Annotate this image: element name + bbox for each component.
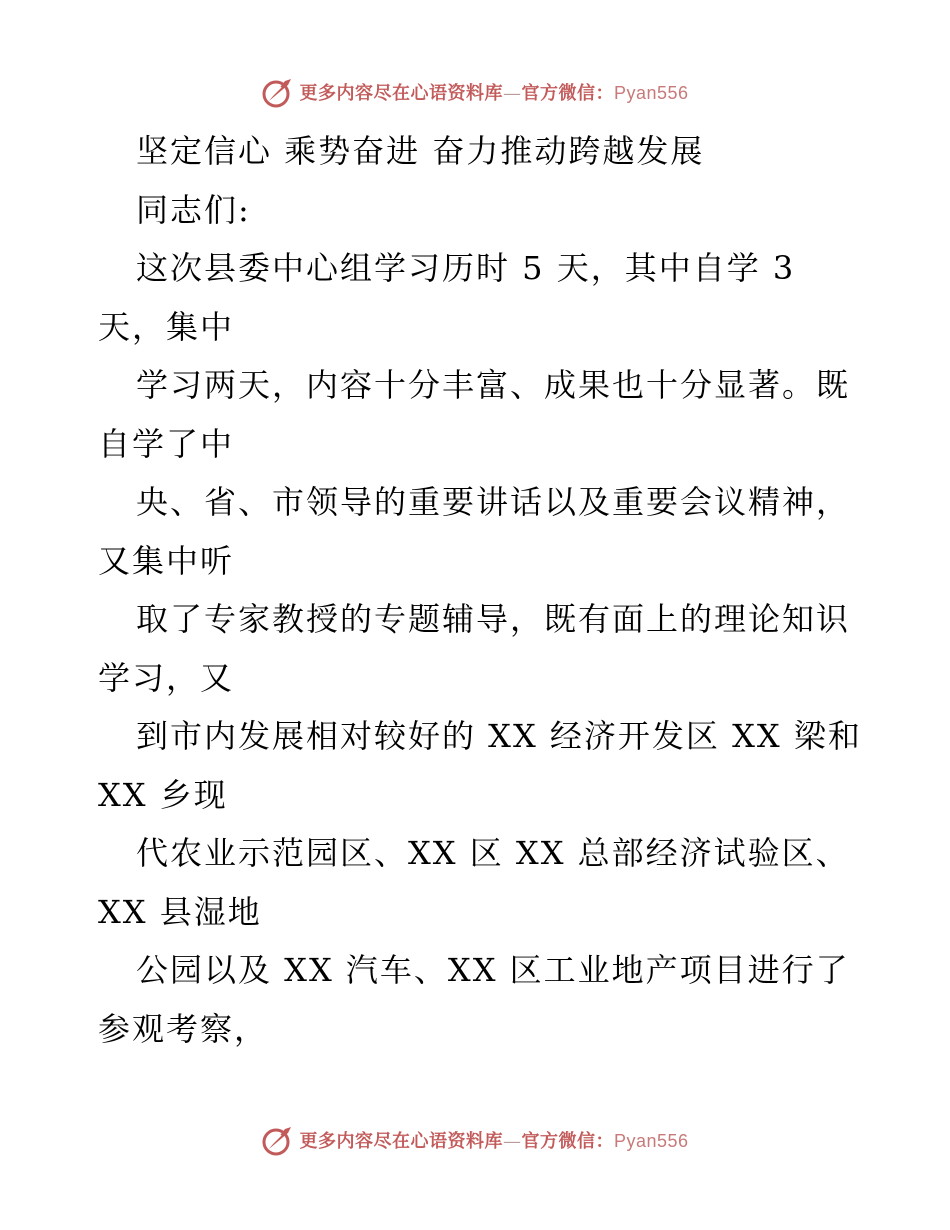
document-body (98, 122, 862, 1058)
quill-pen-logo-icon (261, 1123, 295, 1157)
header-watermark (0, 72, 950, 112)
text-line: XX 乡现 (98, 775, 228, 814)
watermark-text (299, 79, 688, 105)
watermark-contact-label: 官方微信： (521, 1131, 614, 1152)
watermark-contact-label: 官方微信： (521, 83, 614, 104)
text-line: 参观考察， (98, 1009, 269, 1048)
text-line: 到市内发展相对较好的 XX 经济开发区 XX 梁和 (136, 717, 862, 755)
quill-pen-logo-icon (261, 75, 295, 109)
watermark-brand: 更多内容尽在心语资料库 (299, 1131, 503, 1152)
watermark-contact-id: Pyan556 (613, 83, 689, 103)
watermark-brand: 更多内容尽在心语资料库 (299, 83, 503, 104)
text-line: 公园以及 XX 汽车、XX 区工业地产项目进行了 (136, 951, 850, 989)
text-line: XX 县湿地 (98, 892, 262, 931)
text-line: 央、省、市领导的重要讲话以及重要会议精神， (136, 483, 851, 521)
text-line: 又集中听 (98, 541, 235, 580)
text-line: 学习两天，内容十分丰富、成果也十分显著。既 (136, 366, 851, 404)
salutation: 同志们: (136, 190, 251, 229)
text-line: 天，集中 (98, 307, 235, 346)
watermark-separator: — (502, 1131, 522, 1152)
text-line: 自学了中 (98, 424, 235, 463)
document-title: 坚定信心 乘势奋进 奋力推动跨越发展 (136, 132, 705, 170)
paragraph-lines (98, 239, 862, 1058)
watermark-contact-id: Pyan556 (613, 1131, 689, 1151)
watermark-separator: — (502, 83, 522, 104)
text-line: 这次县委中心组学习历时 5 天，其中自学 3 (136, 249, 796, 287)
text-line: 学习，又 (98, 658, 235, 697)
text-line: 取了专家教授的专题辅导，既有面上的理论知识 (136, 600, 851, 638)
watermark-text (299, 1127, 688, 1153)
footer-watermark (0, 1120, 950, 1160)
text-line: 代农业示范园区、XX 区 XX 总部经济试验区、 (136, 834, 850, 872)
